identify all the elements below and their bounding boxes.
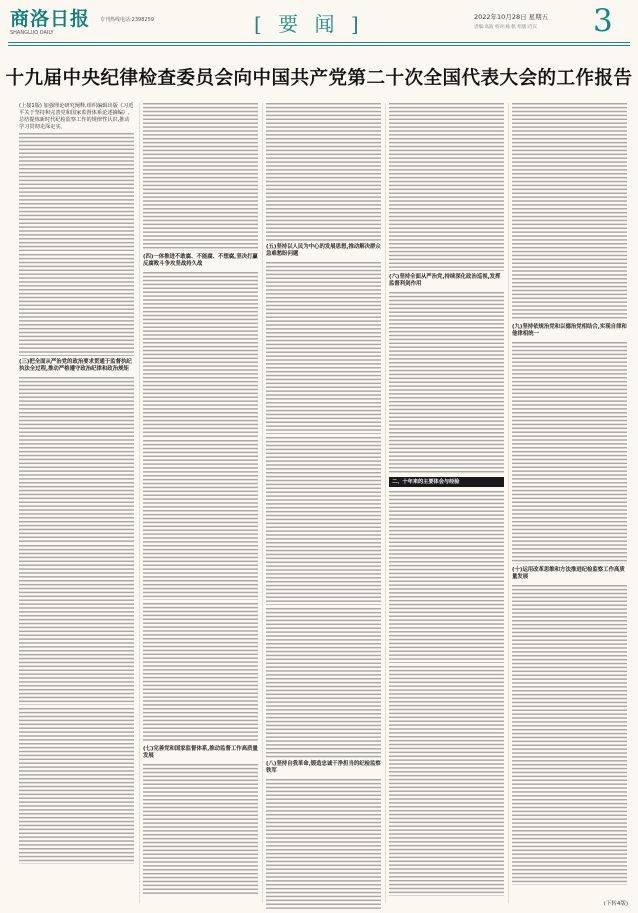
body-text — [143, 764, 258, 894]
masthead — [0, 0, 638, 44]
body-text — [266, 262, 381, 434]
body-text — [266, 437, 381, 605]
continued-note: (下转4版) — [603, 901, 628, 907]
column-divider — [139, 103, 140, 903]
section-bar: 二、十年来的主要体会与经验 — [389, 477, 504, 487]
body-text — [143, 603, 258, 743]
body-text — [143, 103, 258, 251]
article-column-1 — [19, 103, 134, 903]
body-text — [19, 133, 134, 251]
section-subhead: (九)坚持依规治党和以德治党相结合,实现自律和他律相统一 — [512, 324, 627, 337]
article-intro: (上接1版) 加强理论研究阐释,组织编辑出版《习近平关于坚持和完善党和国家监督体系论述摘编》,总结提炼新时代纪检监察工作的规律性认识,推动学习贯彻走深走实。 — [19, 103, 134, 130]
section-subhead: (八)坚持自我革命,锻造忠诚干净担当的纪检监察铁军 — [266, 761, 381, 774]
logo-subtitle: SHANGLUO DAILY — [10, 30, 54, 36]
article-column-3 — [266, 103, 381, 903]
body-text — [512, 103, 627, 321]
body-text — [266, 608, 381, 758]
page-number: 3 — [593, 3, 613, 39]
header-rule-thin — [8, 45, 630, 46]
body-text — [389, 292, 504, 474]
editor-credits: 责编:高波 校对:杨 帆 组版:肖宾 — [474, 25, 537, 30]
body-text — [19, 377, 134, 542]
body-text — [512, 342, 627, 564]
publication-date: 2022年10月28日 星期五 — [474, 13, 549, 21]
column-divider — [385, 103, 386, 903]
body-text — [19, 545, 134, 705]
body-text — [389, 491, 504, 663]
body-text — [512, 585, 627, 885]
body-text — [389, 666, 504, 896]
article-column-4 — [389, 103, 504, 903]
section-subhead: (四)一体推进不敢腐、不能腐、不想腐,坚决打赢反腐败斗争攻坚战持久战 — [143, 254, 258, 267]
body-text — [143, 440, 258, 600]
article-column-5 — [512, 103, 627, 903]
body-text — [266, 103, 381, 241]
article-column-2 — [143, 103, 258, 903]
section-subhead: (十)运用改革思维和方法推进纪检监察工作高质量发展 — [512, 567, 625, 580]
header-rule — [8, 42, 630, 43]
section-title: [ 要 闻 ] — [254, 12, 364, 36]
body-text — [266, 779, 381, 909]
article-headline: 十九届中央纪律检查委员会向中国共产党第二十次全国代表大会的工作报告 — [5, 68, 633, 89]
section-subhead: (七)完善党和国家监督体系,推动监督工作高质量发展 — [143, 746, 258, 759]
section-subhead: (三)把全面从严治党的政治要求贯通于监督执纪执法全过程,推动严格遵守政治纪律和政治规矩 — [19, 359, 132, 372]
issue-info: 专刊热线电话:2398259 — [100, 17, 154, 23]
column-divider — [262, 103, 263, 903]
body-text — [143, 272, 258, 437]
body-text — [19, 254, 134, 356]
section-subhead: (五)坚持以人民为中心的发展思想,推动解决群众急难愁盼问题 — [266, 244, 381, 257]
section-subhead: (六)坚持全面从严治党,持续深化政治巡视,发挥监督利剑作用 — [389, 274, 501, 287]
newspaper-logo: 商洛日报 — [10, 8, 91, 30]
body-text — [19, 708, 134, 864]
body-text — [389, 103, 504, 271]
column-divider — [508, 103, 509, 903]
